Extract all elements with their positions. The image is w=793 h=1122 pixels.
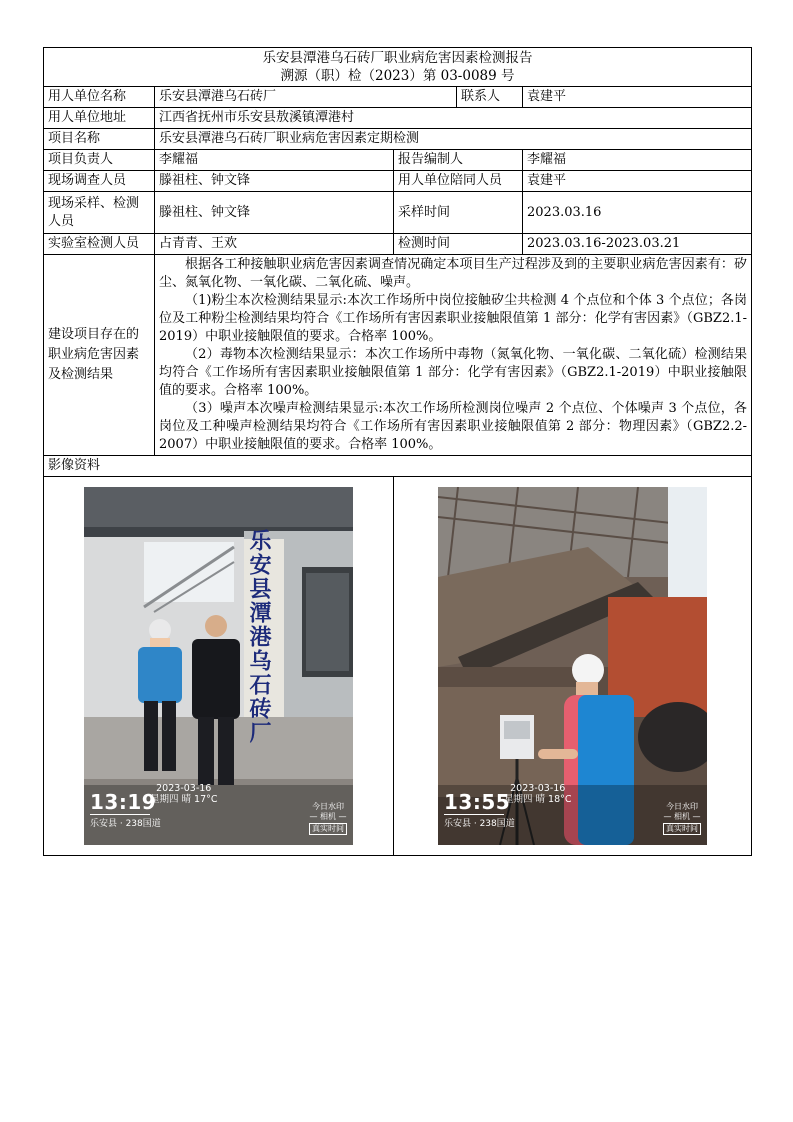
escort-label: 用人单位陪同人员 — [394, 171, 523, 192]
photo-noise-measurement — [438, 487, 707, 845]
photo2-location: 乐安县 · 238国道 — [444, 819, 515, 829]
results-noise: （3）噪声本次噪声检测结果显示:本次工作场所检测岗位噪声 2 个点位、个体噪声 3 个点位，各岗位及工种噪声检测结果均符合《工作场所有害因素职业接触限值第 2 部分：物理因素》（GBZ2.2-2007）中职业接触限值的要求。合格率 100%。 — [159, 401, 748, 452]
results-toxic: （2）毒物本次检测结果显示：本次工作场所中毒物（氮氧化物、一氧化碳、二氧化硫）检测结果均符合《工作场所有害因素职业接触限值第 1 部分：化学有害因素》（GBZ2.1-2019）中职业接触限值的要求。合格率 100%。 — [159, 347, 748, 398]
sampling-time-value: 2023.03.16 — [523, 192, 752, 234]
lab-row — [44, 234, 752, 255]
manager-row — [44, 150, 752, 171]
photo1-cell — [44, 477, 394, 856]
sampling-staff-label: 现场采样、检测人员 — [44, 192, 155, 234]
sampling-row — [44, 192, 752, 234]
report-title — [44, 48, 752, 87]
photo1-weekday-temp: 星期四 晴 17°C — [150, 794, 218, 805]
contact-value: 袁建平 — [523, 87, 752, 108]
photo2-date: 2023-03-16 — [510, 783, 566, 794]
lab-staff-label: 实验室检测人员 — [44, 234, 155, 255]
test-time-value: 2023.03.16-2023.03.21 — [523, 234, 752, 255]
results-intro: 根据各工种接触职业病危害因素调查情况确定本项目生产过程涉及到的主要职业病危害因素有：矽尘、氮氧化物、一氧化碳、二氧化硫、噪声。 — [159, 257, 748, 290]
employer-label: 用人单位名称 — [44, 87, 155, 108]
address-label: 用人单位地址 — [44, 108, 155, 129]
employer-value: 乐安县潭港乌石砖厂 — [155, 87, 457, 108]
images-label: 影像资料 — [44, 456, 752, 477]
photo1-app-sub: — 相机 — — [309, 812, 347, 821]
project-label: 项目名称 — [44, 129, 155, 150]
photo2-app-sub: — 相机 — — [663, 812, 701, 821]
author-value: 李耀福 — [523, 150, 752, 171]
photo2-cell — [394, 477, 752, 856]
survey-label: 现场调查人员 — [44, 171, 155, 192]
photo2-watermark — [663, 802, 701, 835]
photo2-time: 13:55 — [444, 790, 511, 814]
contact-label: 联系人 — [457, 87, 523, 108]
photo1-time: 13:19 — [90, 790, 157, 814]
results-row — [44, 255, 752, 456]
report-title-line1: 乐安县潭港乌石砖厂职业病危害因素检测报告 — [262, 50, 533, 66]
title-row — [44, 48, 752, 87]
results-dust: （1)粉尘本次检测结果显示:本次工作场所中岗位接触矽尘共检测 4 个点位和个体 3 个点位；各岗位及工种粉尘检测结果均符合《工作场所有害因素职业接触限值第 1 部分：化学有害因素》（GBZ2.1-2019）中职业接触限值的要求。合格率 100%。 — [159, 293, 748, 344]
project-row — [44, 129, 752, 150]
manager-label: 项目负责人 — [44, 150, 155, 171]
photo1-location: 乐安县 · 238国道 — [90, 819, 161, 829]
test-time-label: 检测时间 — [394, 234, 523, 255]
survey-value: 滕祖柱、钟文锋 — [155, 171, 394, 192]
manager-value: 李耀福 — [155, 150, 394, 171]
escort-value: 袁建平 — [523, 171, 752, 192]
photo1-app-name: 今日水印 — [312, 802, 344, 811]
images-row — [44, 477, 752, 856]
lab-staff-value: 占青青、王欢 — [155, 234, 394, 255]
images-label-row — [44, 456, 752, 477]
address-value: 江西省抚州市乐安县敖溪镇潭港村 — [155, 108, 752, 129]
photo-factory-entrance — [84, 487, 353, 845]
factory-sign: 乐安县潭港乌石砖厂 — [246, 529, 272, 745]
author-label: 报告编制人 — [394, 150, 523, 171]
photo1-watermark — [309, 802, 347, 835]
sampling-staff-value: 滕祖柱、钟文锋 — [155, 192, 394, 234]
photo2-app-name: 今日水印 — [666, 802, 698, 811]
results-label: 建设项目存在的职业病危害因素及检测结果 — [44, 255, 155, 456]
photo2-date-block — [504, 783, 572, 805]
photo1-date: 2023-03-16 — [156, 783, 212, 794]
photo2-weekday-temp: 星期四 晴 18°C — [504, 794, 572, 805]
photo1-app-tag: 真实时间 — [309, 823, 347, 835]
sampling-time-label: 采样时间 — [394, 192, 523, 234]
photo1-date-block — [150, 783, 218, 805]
results-body — [155, 255, 752, 456]
address-row — [44, 108, 752, 129]
employer-row — [44, 87, 752, 108]
project-value: 乐安县潭港乌石砖厂职业病危害因素定期检测 — [155, 129, 752, 150]
report-table — [43, 47, 752, 856]
photo2-app-tag: 真实时间 — [663, 823, 701, 835]
survey-row — [44, 171, 752, 192]
report-number: 溯源（职）检（2023）第 03-0089 号 — [280, 68, 515, 84]
